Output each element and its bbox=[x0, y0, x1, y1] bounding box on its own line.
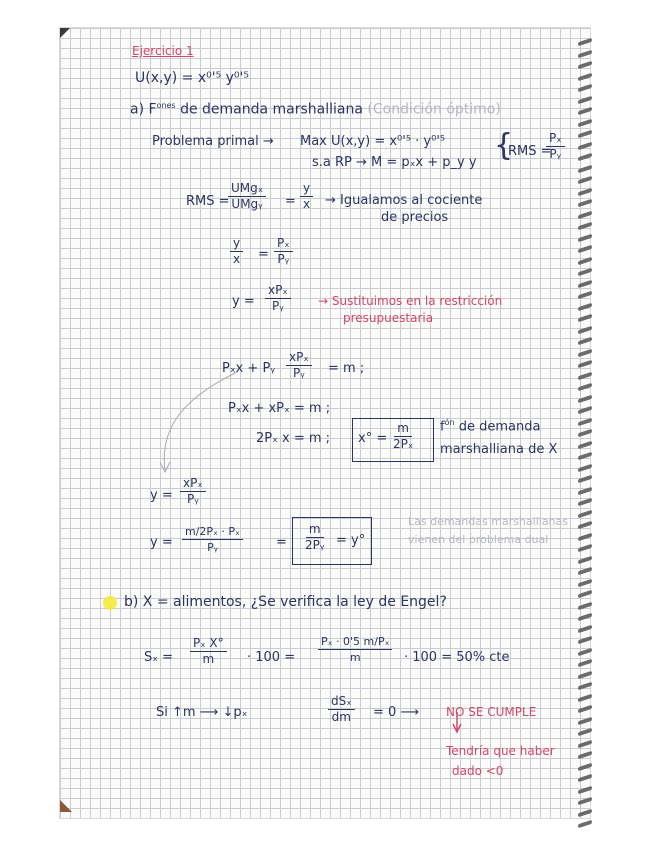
x0-note-line1: $f^{ón}$ de demanda bbox=[440, 418, 541, 435]
y-eq-lhs: y = bbox=[232, 294, 255, 309]
utility-function: U(x,y) = x⁰'⁵ y⁰'⁵ bbox=[135, 70, 249, 86]
y0-rhs: = y° bbox=[336, 533, 366, 548]
sx-lhs: Sₓ = bbox=[144, 650, 174, 665]
yx-fraction-2: $\frac{y}{x}$ bbox=[230, 236, 243, 267]
max-expression: Max U(x,y) = x⁰'⁵ · y⁰'⁵ bbox=[300, 134, 446, 149]
y-eq-fraction: xPₓ Pᵧ bbox=[265, 283, 291, 314]
rms-fraction: $\frac{\text{Pₓ}}{\text{Pᵧ}}$ bbox=[546, 131, 565, 162]
rms2-label: RMS = bbox=[186, 194, 230, 209]
x0-lhs: x° = bbox=[358, 431, 388, 446]
note-sustituimos: → Sustituimos en la restricción bbox=[318, 294, 503, 308]
dual-note-line1: Las demandas marshallianas bbox=[408, 515, 568, 528]
note-presupuestaria: presupuestaria bbox=[343, 311, 434, 325]
tendria-line1: Tendría que haber bbox=[446, 744, 555, 758]
y3-fraction: $\frac{\text{m/2Pₓ · Pₓ}}{\text{Pᵧ}}$ bbox=[182, 524, 243, 555]
ds-rhs: = 0 ⟶ bbox=[373, 705, 420, 720]
primal-label: Problema primal → bbox=[152, 134, 274, 149]
y2-fraction: xPₓ Pᵧ bbox=[180, 476, 206, 507]
dual-note-line2: vienen del problema dual bbox=[408, 533, 549, 546]
rms-label: RMS = bbox=[508, 144, 552, 159]
exercise-title: Ejercicio 1 bbox=[132, 44, 194, 58]
part-a-heading: a) $F^{ones}$ de demanda marshalliana (Condición óptimo) bbox=[130, 101, 501, 118]
sx-fraction: $\frac{\text{Pₓ X°}}{m}$ bbox=[190, 636, 227, 667]
y0-fraction: $\frac{m}{\text{2Pᵧ}}$ bbox=[305, 522, 325, 552]
sx-fraction-2: $\frac{\text{Pₓ · 0'5 m/Pₓ}}{m}$ bbox=[318, 634, 392, 665]
y0-equals: = bbox=[276, 535, 287, 550]
brace: { bbox=[494, 128, 514, 163]
eq2: Pₓx + xPₓ = m ; bbox=[228, 401, 331, 416]
yx-fraction: $\frac{y}{x}$ bbox=[300, 181, 313, 212]
constraint-expression: s.a RP → M = pₓx + p_y y bbox=[312, 155, 477, 170]
eq1-fraction: xPₓ Pᵧ bbox=[286, 350, 312, 381]
x0-note-line2: marshalliana de X bbox=[440, 442, 558, 457]
price-ratio-fraction: $\frac{\text{Pₓ}}{\text{Pᵧ}}$ bbox=[274, 236, 293, 267]
equals-sign: = bbox=[285, 194, 296, 209]
si-line: Si ↑m ⟶ ↓pₓ bbox=[156, 705, 248, 720]
note-precios: de precios bbox=[381, 210, 449, 225]
no-cumple-label: NO SE CUMPLE bbox=[446, 705, 537, 719]
part-b-heading: b) X = alimentos, ¿Se verifica la ley de Engel? bbox=[124, 594, 447, 610]
eq1-end: = m ; bbox=[328, 361, 365, 376]
y2-lhs: y = bbox=[150, 488, 173, 503]
ds-fraction: dSₓ dm bbox=[328, 694, 355, 725]
equals-sign: = bbox=[258, 247, 269, 262]
note-igualamos: → Igualamos al cociente bbox=[325, 193, 483, 208]
highlight-mark bbox=[103, 596, 117, 610]
sx-mid: · 100 = bbox=[247, 650, 296, 665]
umg-fraction: UMgₓ UMgᵧ bbox=[228, 181, 266, 212]
tendria-line2: dado <0 bbox=[452, 764, 504, 778]
eq1-lhs: Pₓx + Pᵧ bbox=[222, 361, 276, 376]
eq3: 2Pₓ x = m ; bbox=[256, 431, 331, 446]
y3-lhs: y = bbox=[150, 535, 173, 550]
sx-rhs: · 100 = 50% cte bbox=[404, 650, 510, 665]
x0-fraction: $\frac{m}{\text{2Pₓ}}$ bbox=[393, 421, 414, 451]
